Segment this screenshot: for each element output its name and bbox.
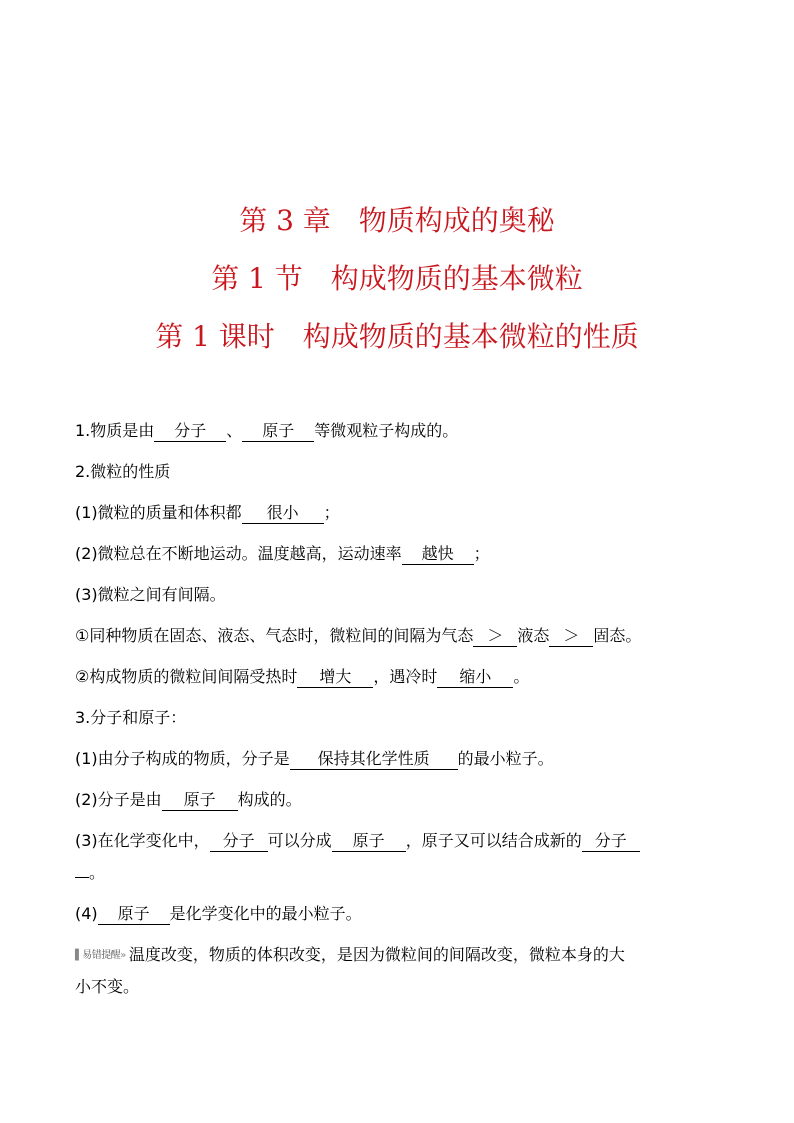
- section-title: 第 1 节 构成物质的基本微粒: [211, 262, 583, 295]
- q3p2-prefix: (2)分子是由: [75, 790, 162, 809]
- question-3-part-3-continued: [75, 858, 725, 899]
- q3p3-middle-2: ，原子又可以结合成新的: [405, 831, 582, 850]
- q2p2-suffix: ；: [473, 544, 490, 563]
- q2c2-answer-1: 增大: [297, 667, 373, 688]
- q1-answer-1: 分子: [154, 421, 226, 442]
- tip-line-1: [75, 940, 725, 972]
- lesson-title: 第 1 课时 构成物质的基本微粒的性质: [155, 320, 639, 353]
- q2c1-prefix: ①同种物质在固态、液态、气态时，微粒间的间隔为气态: [75, 626, 474, 645]
- q3p3-answer-2: 原子: [332, 831, 406, 852]
- q3p4-prefix: (4): [75, 904, 98, 923]
- q3p3-answer-1: 分子: [210, 831, 268, 852]
- tip-badge-arrows: »: [120, 950, 126, 961]
- q2c1-middle: 液态: [517, 626, 550, 645]
- q3p2-answer: 原子: [162, 790, 238, 811]
- question-3-part-1: [75, 744, 725, 785]
- q1-separator: 、: [226, 421, 243, 440]
- q2c2-prefix: ②构成物质的微粒间间隔受热时: [75, 667, 298, 686]
- question-2-part-3: (3)微粒之间有间隔。: [75, 585, 226, 604]
- q3p1-suffix: 的最小粒子。: [457, 749, 554, 768]
- question-3-part-4: [75, 899, 725, 940]
- q3p3-middle-1: 可以分成: [267, 831, 332, 850]
- question-1: [75, 416, 725, 457]
- q2c2-answer-2: 缩小: [437, 667, 513, 688]
- q3p3-blank-end: [75, 877, 89, 878]
- tip-badge-label: 易错提醒: [82, 950, 121, 961]
- q3p3-suffix: 。: [89, 863, 106, 882]
- q2c1-answer-1: ＞: [473, 626, 517, 647]
- q2c1-answer-2: ＞: [549, 626, 593, 647]
- question-3-part-2: [75, 785, 725, 826]
- tip-badge: [75, 941, 126, 971]
- question-2-part-1: [75, 498, 725, 539]
- question-3-heading: 3.分子和原子：: [75, 708, 187, 727]
- q1-prefix: 1.物质是由: [75, 421, 155, 440]
- q1-answer-2: 原子: [242, 421, 314, 442]
- q3p1-prefix: (1)由分子构成的物质，分子是: [75, 749, 290, 768]
- q2c2-suffix: 。: [513, 667, 530, 686]
- q3p4-suffix: 是化学变化中的最小粒子。: [169, 904, 362, 923]
- question-2-part-2: [75, 539, 725, 580]
- q3p1-answer: 保持其化学性质: [290, 749, 458, 770]
- q2p2-prefix: (2)微粒总在不断地运动。温度越高，运动速率: [75, 544, 402, 563]
- q2p1-answer: 很小: [242, 503, 324, 524]
- q2c2-middle: ，遇冷时: [373, 667, 438, 686]
- q2c1-suffix: 固态。: [593, 626, 642, 645]
- title-block: [0, 192, 794, 366]
- q2p1-prefix: (1)微粒的质量和体积都: [75, 503, 242, 522]
- question-2-heading: 2.微粒的性质: [75, 462, 171, 481]
- tip-line-2: 小不变。: [75, 977, 140, 996]
- chapter-title: 第 3 章 物质构成的奥秘: [239, 204, 555, 237]
- q3p4-answer: 原子: [98, 904, 170, 925]
- q3p2-suffix: 构成的。: [237, 790, 302, 809]
- tip-badge-bar: ▌: [75, 950, 83, 961]
- question-2-circle-1: [75, 621, 725, 662]
- q3p3-answer-3: 分子: [582, 831, 640, 852]
- tip-text-1: 温度改变，物质的体积改变，是因为微粒间的间隔改变，微粒本身的大: [128, 945, 625, 964]
- question-2-circle-2: [75, 662, 725, 703]
- q3p3-prefix: (3)在化学变化中，: [75, 831, 210, 850]
- q1-suffix: 等微观粒子构成的。: [314, 421, 459, 440]
- q2p1-suffix: ；: [323, 503, 340, 522]
- q2p2-answer: 越快: [402, 544, 474, 565]
- exercise-content: [75, 416, 725, 1013]
- question-3-part-3: [75, 826, 725, 858]
